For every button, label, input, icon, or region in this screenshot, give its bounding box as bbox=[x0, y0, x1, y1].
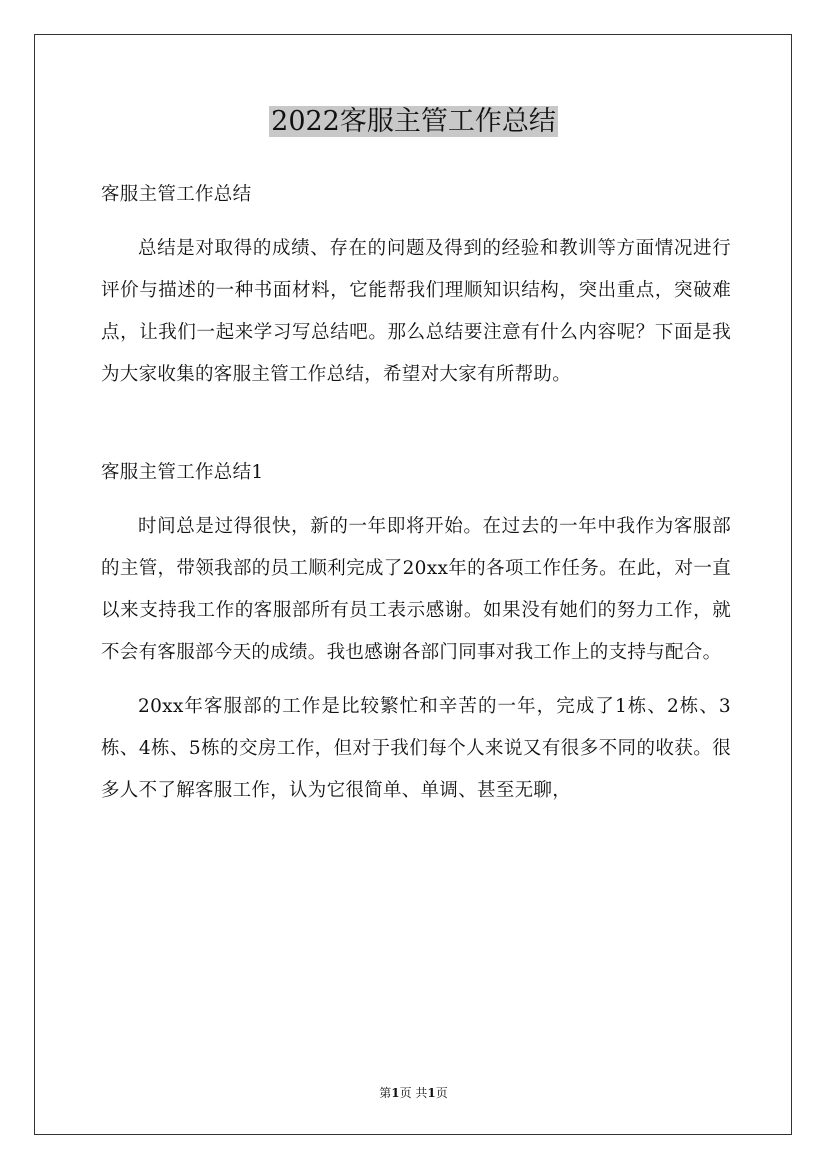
intro-paragraph: 总结是对取得的成绩、存在的问题及得到的经验和教训等方面情况进行评价与描述的一种书面材料，它能帮我们理顺知识结构，突出重点，突破难点，让我们一起来学习写总结吧。那么总结要注意有什么内容呢？下面是我为大家收集的客服主管工作总结，希望对大家有所帮助。 bbox=[101, 238, 731, 385]
spacer bbox=[101, 396, 731, 452]
document-title-text: 2022客服主管工作总结 bbox=[271, 106, 556, 137]
spacer bbox=[101, 674, 731, 686]
body-paragraph-1: 时间总是过得很快，新的一年即将开始。在过去的一年中我作为客服部的主管，带领我部的员工顺利完成了20xx年的各项工作任务。在此，对一直以来支持我工作的客服部所有员工表示感谢。如果没有她们的努力工作，就不会有客服部今天的成绩。我也感谢各部门同事对我工作上的支持与配合。 bbox=[101, 516, 731, 663]
subtitle: 客服主管工作总结 bbox=[101, 184, 252, 205]
footer-suffix: 页 bbox=[435, 1086, 448, 1100]
page-footer bbox=[0, 1083, 827, 1103]
footer-prefix: 第 bbox=[379, 1086, 392, 1100]
spacer bbox=[101, 494, 731, 506]
footer-page-total: 1 bbox=[427, 1086, 436, 1100]
footer-page-number: 1 bbox=[391, 1086, 400, 1100]
spacer bbox=[101, 216, 731, 228]
body-paragraph-2: 20xx年客服部的工作是比较繁忙和辛苦的一年，完成了1栋、2栋、3栋、4栋、5栋的交房工作，但对于我们每个人来说又有很多不同的收获。很多人不了解客服工作，认为它很简单、单调、甚至无聊， bbox=[101, 696, 731, 801]
document-title bbox=[0, 100, 827, 144]
footer-mid: 页 共 bbox=[399, 1086, 428, 1100]
document-body bbox=[101, 174, 731, 812]
section-heading: 客服主管工作总结1 bbox=[101, 462, 264, 483]
